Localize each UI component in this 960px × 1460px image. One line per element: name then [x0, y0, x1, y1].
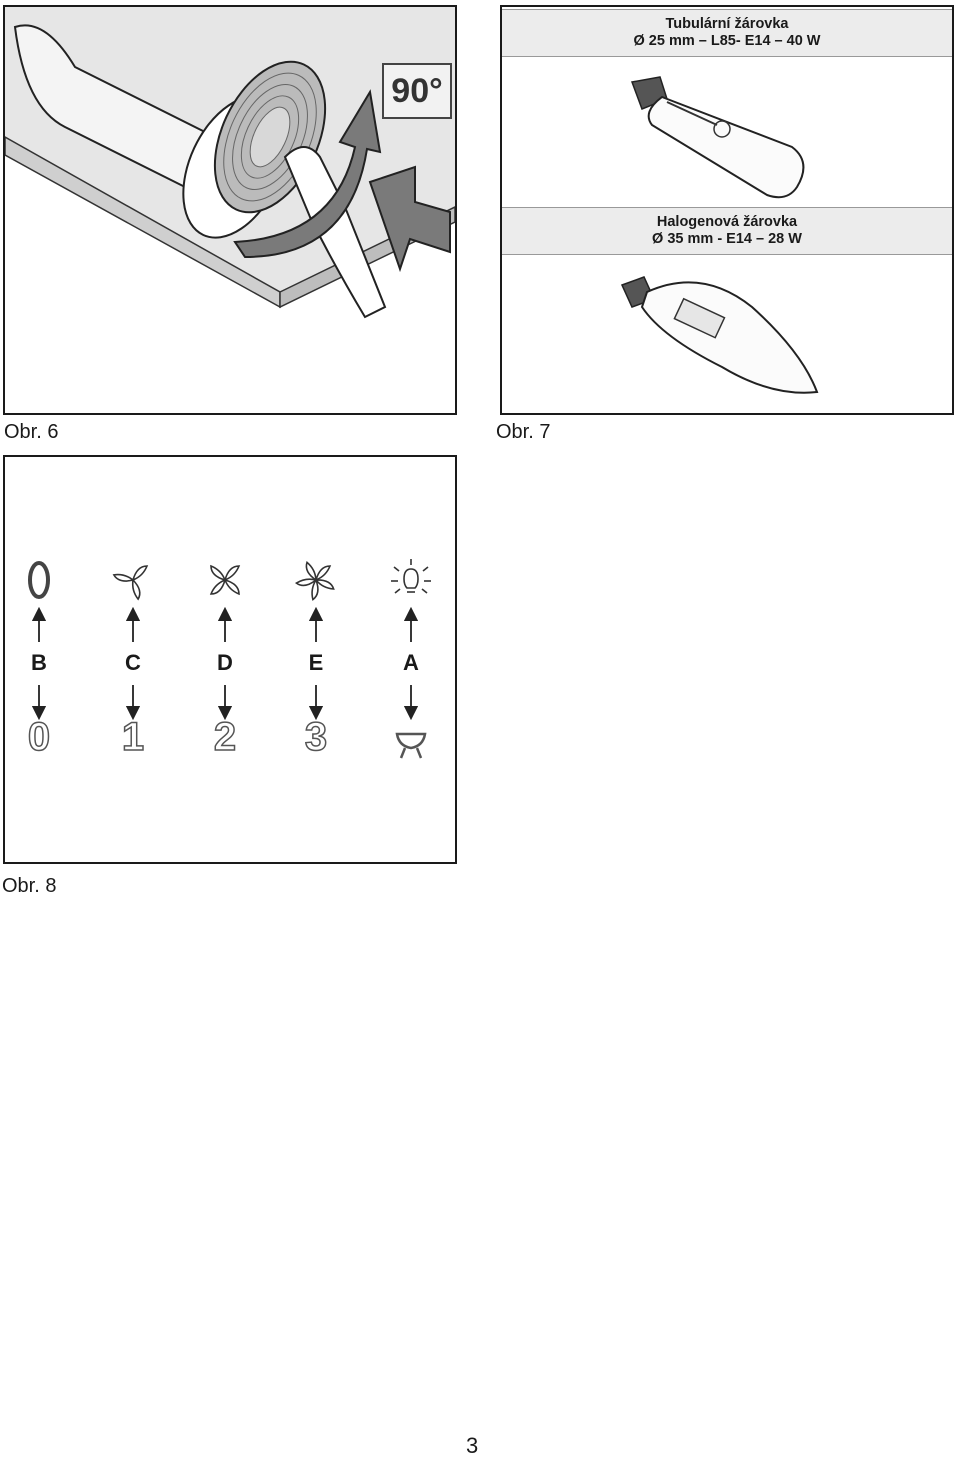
figure-7 — [500, 5, 954, 415]
key-letter-d: D — [217, 650, 233, 675]
key-letter-c: C — [125, 650, 141, 675]
key-letter-a: A — [403, 650, 419, 675]
page-number: 3 — [466, 1433, 479, 1458]
figure-8 — [3, 455, 457, 864]
key-digit-1: 1 — [121, 715, 145, 759]
fan-speed-1-icon — [114, 566, 147, 599]
key-letter-e: E — [308, 650, 324, 675]
figure-8-caption: Obr. 8 — [2, 875, 57, 897]
tubular-bulb-name: Tubulární žárovka — [665, 16, 789, 32]
light-icon — [391, 559, 431, 593]
key-digit-3: 3 — [304, 715, 328, 759]
halogen-bulb-icon — [622, 277, 817, 393]
off-zero-icon — [30, 563, 48, 597]
halogen-bulb-spec: Ø 35 mm - E14 – 28 W — [652, 231, 802, 247]
down-arrows — [39, 685, 411, 713]
tubular-bulb-spec: Ø 25 mm – L85- E14 – 40 W — [633, 33, 821, 49]
halogen-bulb-header — [502, 207, 952, 255]
key-digit-0: 0 — [27, 715, 51, 759]
key-letter-b: B — [31, 650, 47, 675]
light-indicator-icon — [397, 734, 425, 758]
figure-7-caption: Obr. 7 — [496, 421, 551, 443]
fan-speed-3-icon — [296, 562, 333, 599]
key-digit-2: 2 — [213, 715, 237, 759]
up-arrows — [39, 614, 411, 642]
figure-6-caption: Obr. 6 — [4, 421, 59, 443]
figure-6 — [3, 5, 457, 415]
tubular-bulb-icon — [632, 77, 803, 197]
rotation-angle-label: 90° — [382, 63, 452, 119]
halogen-bulb-name: Halogenová žárovka — [656, 214, 798, 230]
fan-speed-2-icon — [211, 566, 239, 594]
